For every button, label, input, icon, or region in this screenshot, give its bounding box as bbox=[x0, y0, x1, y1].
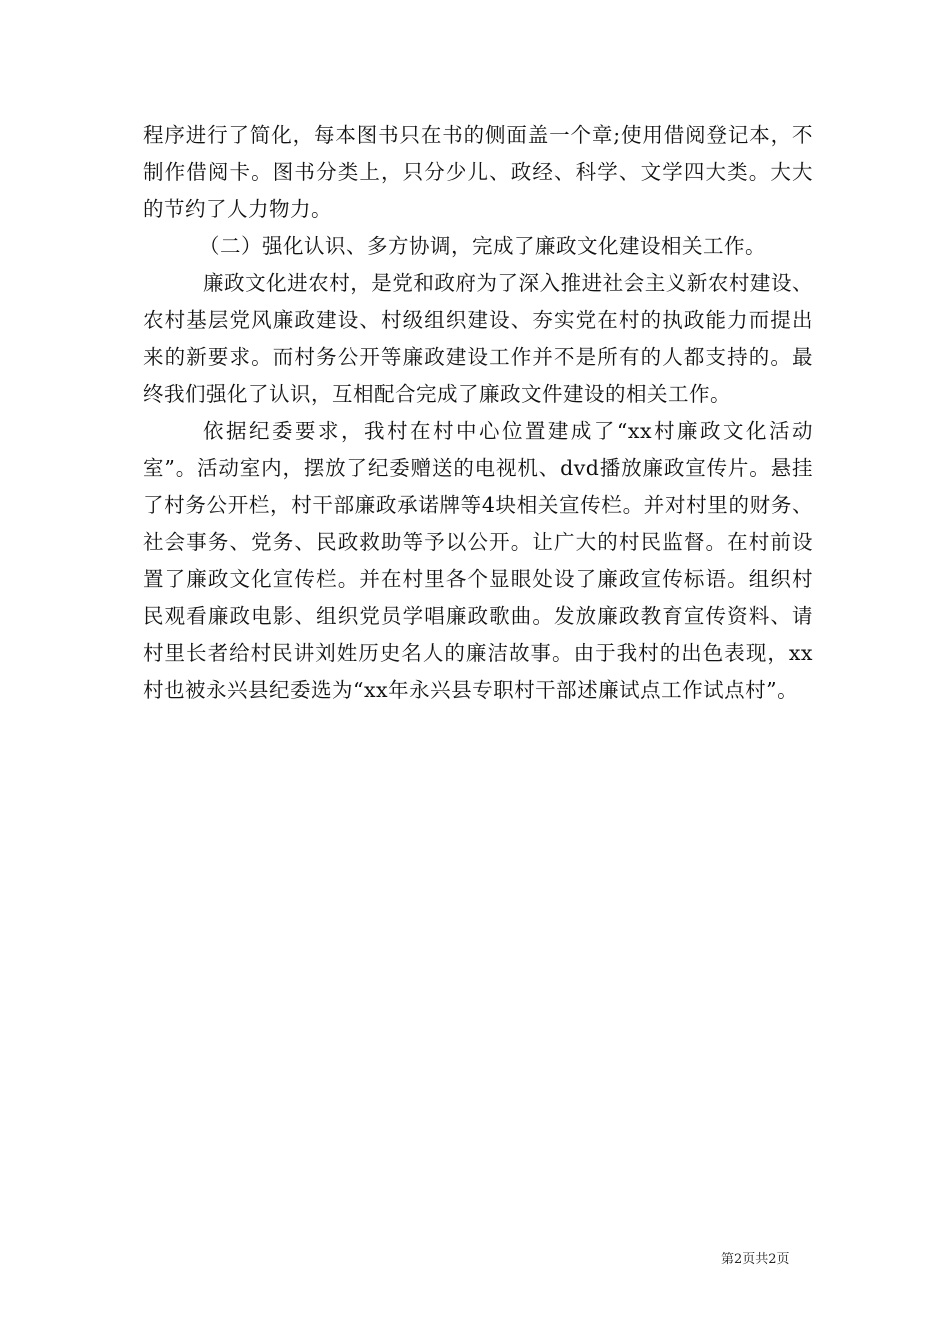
paragraph-anti-corruption-intro: 廉政文化进农村，是党和政府为了深入推进社会主义新农村建设、农村基层党风廉政建设、村级组织建设、夯实党在村的执政能力而提出来的新要求。而村务公开等廉政建设工作并不是所有的人都支持的。最终我们强化了认识，互相配合完成了廉政文件建设的相关工作。 bbox=[143, 271, 813, 406]
paragraph-activity-room: 依据纪委要求，我村在村中心位置建成了“xx村廉政文化活动室”。活动室内，摆放了纪委赠送的电视机、dvd播放廉政宣传片。悬挂了村务公开栏，村干部廉政承诺牌等4块相关宣传栏。并对村里的财务、社会事务、党务、民政救助等予以公开。让广大的村民监督。在村前设置了廉政文化宣传栏。并在村里各个显眼处设了廉政宣传标语。组织村民观看廉政电影、组织党员学唱廉政歌曲。发放廉政教育宣传资料、请村里长者给村民讲刘姓历史名人的廉洁故事。由于我村的出色表现，xx村也被永兴县纪委选为“xx年永兴县专职村干部述廉试点工作试点村”。 bbox=[143, 419, 813, 702]
section-heading: （二）强化认识、多方协调，完成了廉政文化建设相关工作。 bbox=[199, 234, 766, 258]
paragraph-continued: 程序进行了简化，每本图书只在书的侧面盖一个章;使用借阅登记本，不制作借阅卡。图书分类上，只分少儿、政经、科学、文学四大类。大大的节约了人力物力。 bbox=[143, 123, 813, 221]
document-body bbox=[143, 117, 813, 709]
page-number-footer: 第2页共2页 bbox=[721, 1252, 790, 1267]
